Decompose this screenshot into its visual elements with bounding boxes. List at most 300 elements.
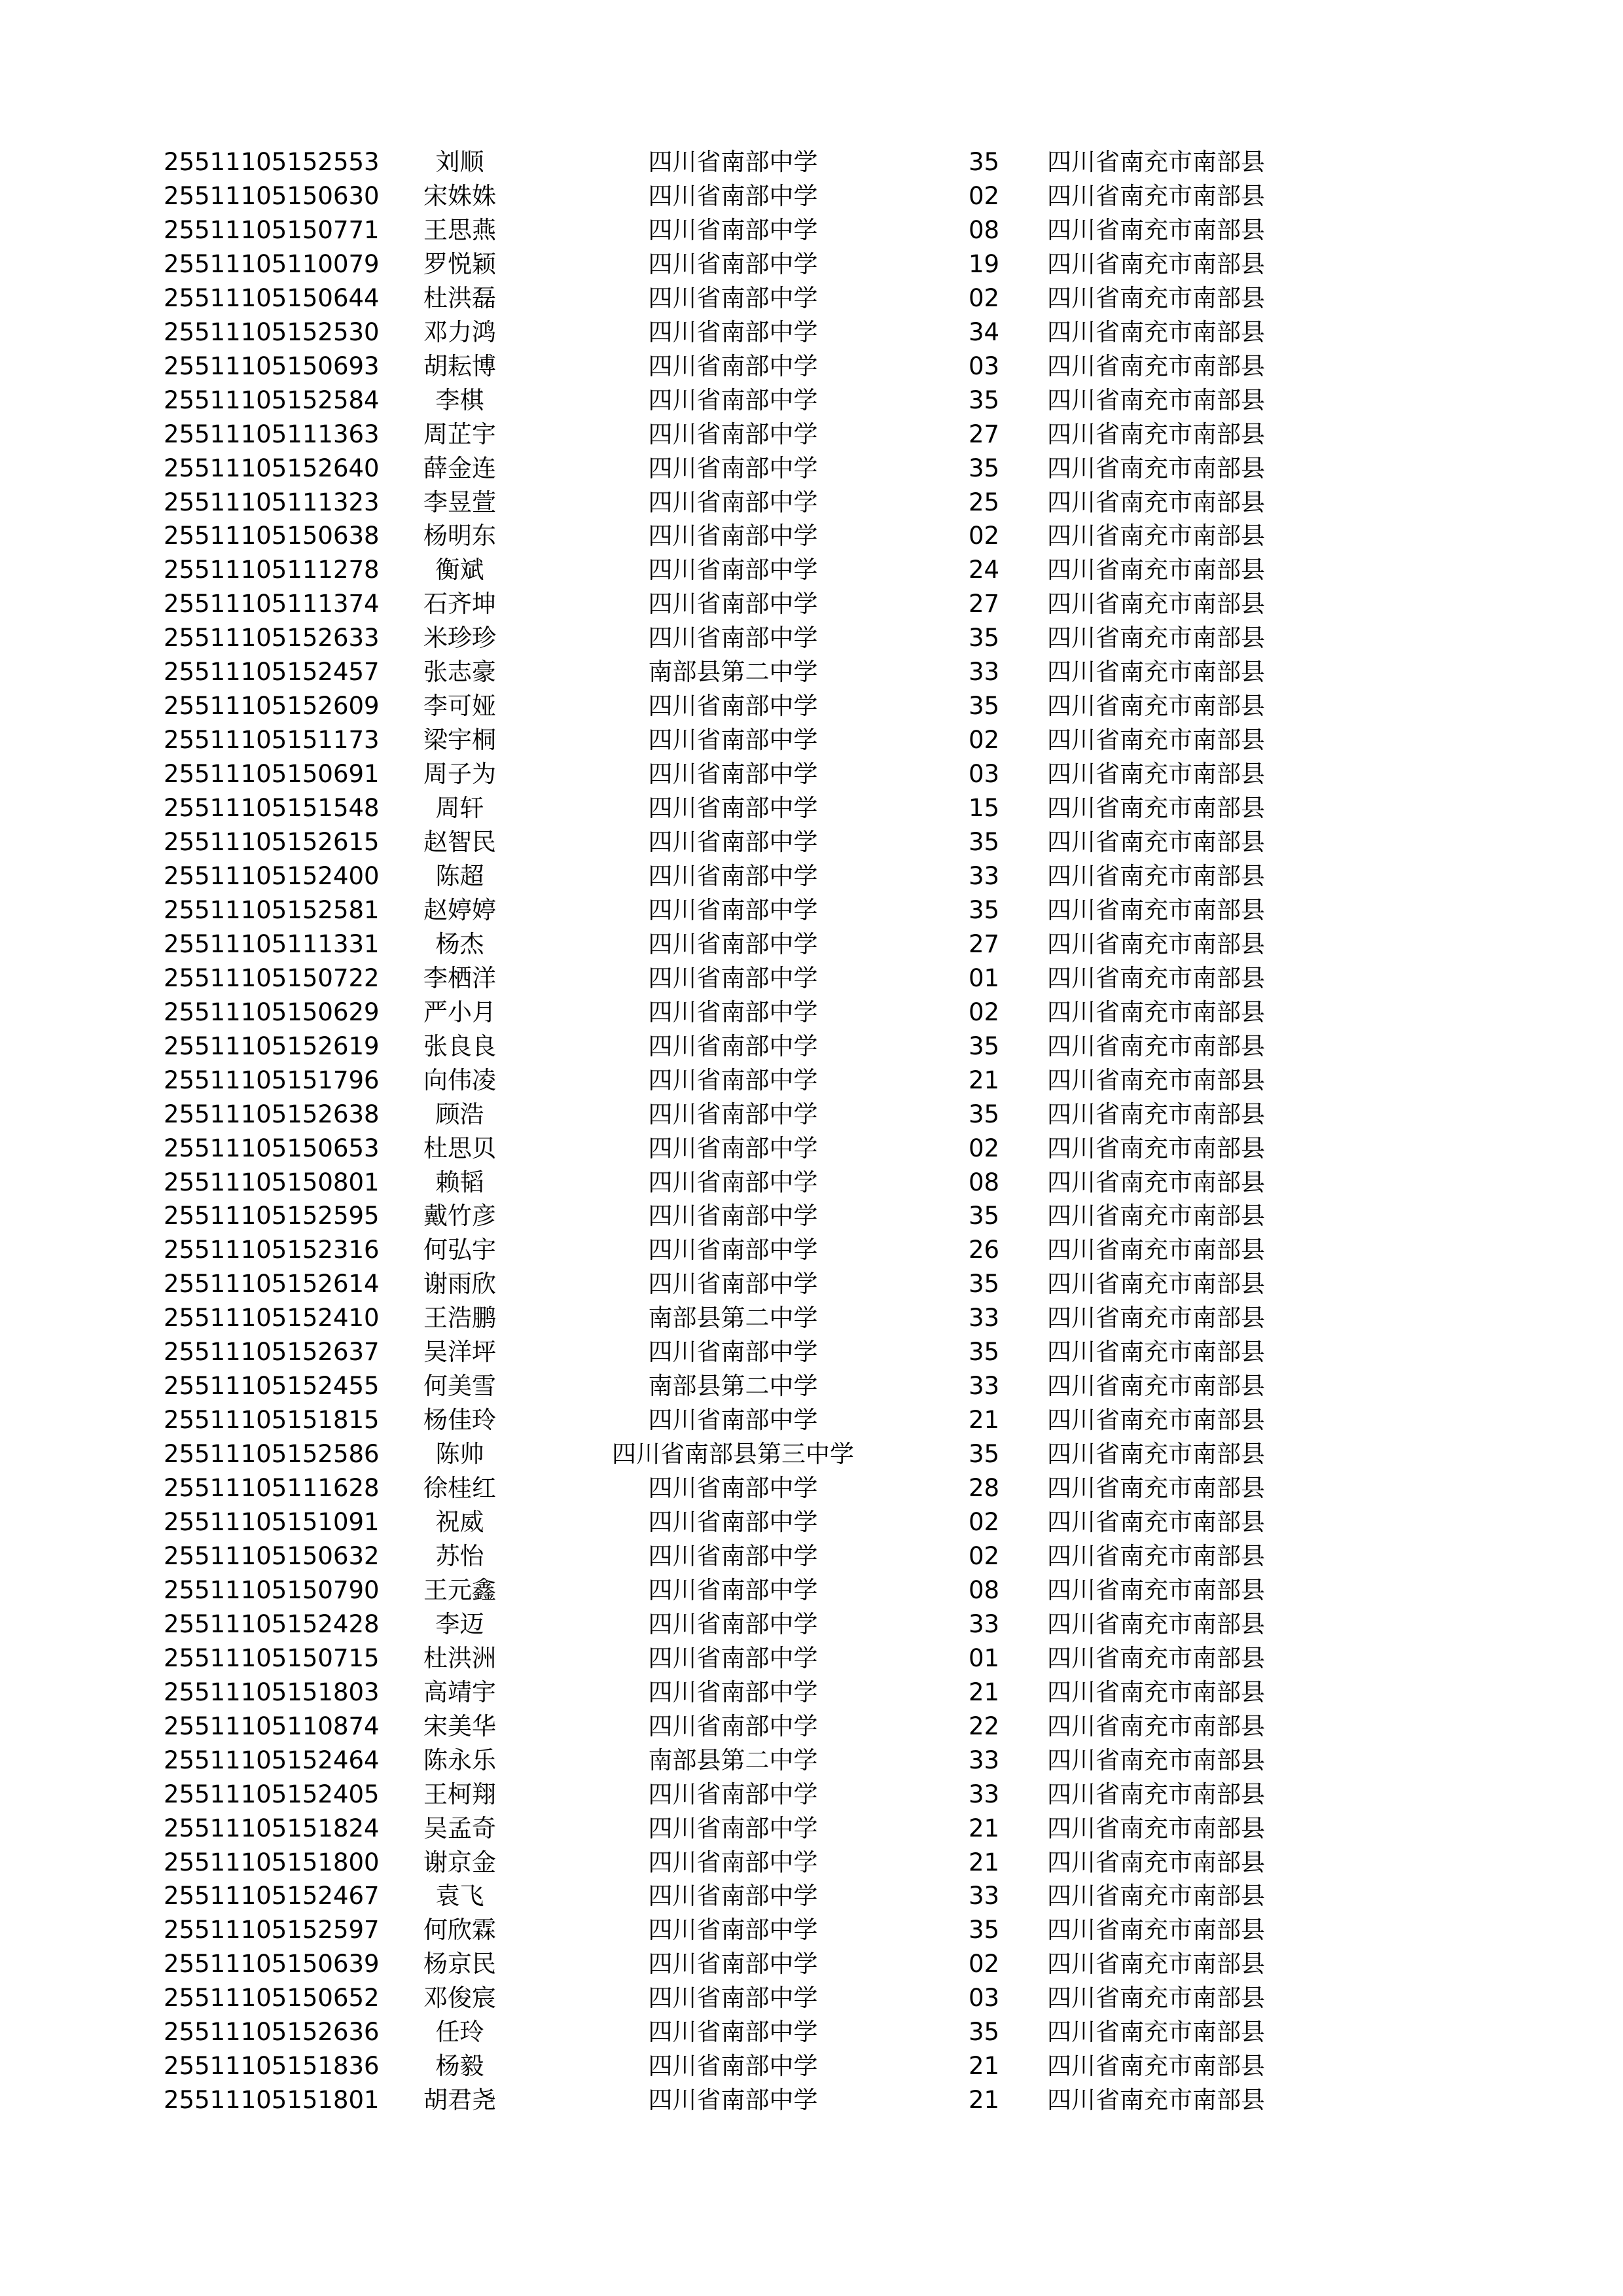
student-name: 邓俊宸 <box>423 1984 496 2013</box>
class-code: 33 <box>969 1780 1000 1808</box>
candidate-id: 25511105150652 <box>164 1984 380 2013</box>
candidate-id: 25511105111331 <box>164 929 380 958</box>
candidate-id: 25511105151836 <box>164 2052 380 2081</box>
region: 四川省南充市南部县 <box>1047 760 1265 789</box>
class-code: 08 <box>969 1168 1000 1196</box>
class-code: 33 <box>969 1609 1000 1638</box>
student-name: 陈帅 <box>435 1440 484 1469</box>
school-name: 四川省南部中学 <box>648 1508 818 1536</box>
school-name: 四川省南部中学 <box>648 760 818 789</box>
table-row <box>0 2083 1623 2117</box>
candidate-id: 25511105152316 <box>164 1236 380 1265</box>
class-code: 02 <box>969 1950 1000 1979</box>
school-name: 四川省南部中学 <box>648 692 818 721</box>
school-name: 四川省南部中学 <box>648 861 818 890</box>
region: 四川省南充市南部县 <box>1047 2052 1265 2081</box>
candidate-id: 25511105150722 <box>164 963 380 992</box>
class-code: 27 <box>969 929 1000 958</box>
region: 四川省南充市南部县 <box>1047 1677 1265 1706</box>
table-row <box>0 961 1623 996</box>
candidate-id: 25511105150644 <box>164 283 380 312</box>
candidate-id: 25511105150715 <box>164 1643 380 1672</box>
school-name: 四川省南部中学 <box>648 1643 818 1672</box>
table-row <box>0 1437 1623 1471</box>
class-code: 21 <box>969 1677 1000 1706</box>
school-name: 四川省南部中学 <box>648 283 818 312</box>
class-code: 21 <box>969 2086 1000 2115</box>
school-name: 四川省南部中学 <box>648 1066 818 1094</box>
table-row <box>0 893 1623 927</box>
table-row <box>0 996 1623 1030</box>
table-row <box>0 486 1623 520</box>
student-name: 米珍珍 <box>423 624 496 653</box>
candidate-id: 25511105152615 <box>164 828 380 856</box>
school-name: 四川省南部中学 <box>648 454 818 482</box>
school-name: 四川省南部中学 <box>648 1270 818 1299</box>
region: 四川省南充市南部县 <box>1047 963 1265 992</box>
school-name: 四川省南部中学 <box>648 1474 818 1503</box>
student-name: 徐桂红 <box>423 1474 496 1503</box>
table-row <box>0 452 1623 486</box>
student-name: 胡耘博 <box>423 351 496 380</box>
class-code: 19 <box>969 249 1000 278</box>
candidate-id: 25511105152553 <box>164 148 380 176</box>
class-code: 33 <box>969 861 1000 890</box>
region: 四川省南充市南部县 <box>1047 1134 1265 1162</box>
table-row <box>0 1539 1623 1573</box>
candidate-id: 25511105111374 <box>164 590 380 619</box>
candidate-id: 25511105152609 <box>164 692 380 721</box>
class-code: 33 <box>969 1882 1000 1910</box>
table-row <box>0 350 1623 384</box>
student-name: 宋姝姝 <box>423 181 496 210</box>
school-name: 四川省南部中学 <box>648 1168 818 1196</box>
candidate-id: 25511105111628 <box>164 1474 380 1503</box>
student-name: 邓力鸿 <box>423 317 496 346</box>
school-name: 四川省南部中学 <box>648 1882 818 1910</box>
student-name: 何欣霖 <box>423 1916 496 1945</box>
region: 四川省南充市南部县 <box>1047 658 1265 687</box>
class-code: 02 <box>969 1541 1000 1570</box>
table-row <box>0 1641 1623 1676</box>
candidate-id: 25511105151824 <box>164 1814 380 1842</box>
school-name: 四川省南部中学 <box>648 828 818 856</box>
school-name: 四川省南部中学 <box>648 929 818 958</box>
candidate-id: 25511105152405 <box>164 1780 380 1808</box>
school-name: 四川省南部中学 <box>648 1712 818 1740</box>
candidate-id: 25511105150638 <box>164 522 380 550</box>
table-row <box>0 1267 1623 1301</box>
school-name: 四川省南部中学 <box>648 1541 818 1570</box>
table-row <box>0 655 1623 689</box>
student-name: 何弘宇 <box>423 1236 496 1265</box>
table-row <box>0 1744 1623 1778</box>
table-row <box>0 1947 1623 1981</box>
region: 四川省南充市南部县 <box>1047 2018 1265 2047</box>
school-name: 四川省南部中学 <box>648 624 818 653</box>
table-row <box>0 1505 1623 1539</box>
candidate-id: 25511105152428 <box>164 1609 380 1638</box>
school-name: 四川省南部中学 <box>648 1575 818 1604</box>
class-code: 35 <box>969 895 1000 924</box>
region: 四川省南充市南部县 <box>1047 181 1265 210</box>
candidate-id: 25511105152595 <box>164 1202 380 1230</box>
table-row <box>0 757 1623 791</box>
class-code: 03 <box>969 1984 1000 2013</box>
class-code: 03 <box>969 760 1000 789</box>
student-name: 宋美华 <box>423 1712 496 1740</box>
student-name: 杨杰 <box>435 929 484 958</box>
table-row <box>0 859 1623 893</box>
candidate-id: 25511105152410 <box>164 1304 380 1333</box>
school-name: 南部县第二中学 <box>648 1372 818 1401</box>
region: 四川省南充市南部县 <box>1047 215 1265 244</box>
table-row <box>0 179 1623 213</box>
region: 四川省南充市南部县 <box>1047 997 1265 1026</box>
candidate-id: 25511105150790 <box>164 1575 380 1604</box>
region: 四川省南充市南部县 <box>1047 2086 1265 2115</box>
student-name: 何美雪 <box>423 1372 496 1401</box>
class-code: 02 <box>969 1134 1000 1162</box>
student-name: 严小月 <box>423 997 496 1026</box>
student-name: 袁飞 <box>435 1882 484 1910</box>
candidate-id: 25511105152457 <box>164 658 380 687</box>
region: 四川省南充市南部县 <box>1047 283 1265 312</box>
table-row <box>0 247 1623 281</box>
region: 四川省南充市南部县 <box>1047 692 1265 721</box>
school-name: 四川省南部中学 <box>648 556 818 584</box>
region: 四川省南充市南部县 <box>1047 895 1265 924</box>
region: 四川省南充市南部县 <box>1047 1643 1265 1672</box>
region: 四川省南充市南部县 <box>1047 1066 1265 1094</box>
table-row <box>0 281 1623 315</box>
class-code: 01 <box>969 963 1000 992</box>
class-code: 35 <box>969 454 1000 482</box>
student-name: 赵婷婷 <box>423 895 496 924</box>
school-name: 四川省南部中学 <box>648 1916 818 1945</box>
school-name: 四川省南部中学 <box>648 2086 818 2115</box>
class-code: 24 <box>969 556 1000 584</box>
class-code: 35 <box>969 1440 1000 1469</box>
region: 四川省南充市南部县 <box>1047 351 1265 380</box>
table-row <box>0 1030 1623 1064</box>
class-code: 03 <box>969 351 1000 380</box>
table-row <box>0 1778 1623 1812</box>
candidate-id: 25511105151173 <box>164 726 380 755</box>
school-name: 四川省南部中学 <box>648 1338 818 1367</box>
student-name: 吴孟奇 <box>423 1814 496 1842</box>
region: 四川省南充市南部县 <box>1047 1746 1265 1774</box>
school-name: 四川省南部中学 <box>648 317 818 346</box>
region: 四川省南充市南部县 <box>1047 522 1265 550</box>
region: 四川省南充市南部县 <box>1047 1168 1265 1196</box>
region: 四川省南充市南部县 <box>1047 1236 1265 1265</box>
candidate-id: 25511105150629 <box>164 997 380 1026</box>
class-code: 27 <box>969 420 1000 448</box>
class-code: 08 <box>969 215 1000 244</box>
school-name: 四川省南部中学 <box>648 1677 818 1706</box>
table-row <box>0 723 1623 757</box>
table-row <box>0 1913 1623 1947</box>
school-name: 四川省南部中学 <box>648 181 818 210</box>
student-name: 谢雨欣 <box>423 1270 496 1299</box>
region: 四川省南充市南部县 <box>1047 1508 1265 1536</box>
table-row <box>0 1369 1623 1403</box>
table-row <box>0 145 1623 179</box>
student-name: 杜洪洲 <box>423 1643 496 1672</box>
candidate-id: 25511105111278 <box>164 556 380 584</box>
class-code: 35 <box>969 1202 1000 1230</box>
region: 四川省南充市南部县 <box>1047 1916 1265 1945</box>
school-name: 四川省南部中学 <box>648 351 818 380</box>
school-name: 四川省南部中学 <box>648 1031 818 1060</box>
school-name: 四川省南部中学 <box>648 1100 818 1128</box>
table-row <box>0 621 1623 655</box>
region: 四川省南充市南部县 <box>1047 1372 1265 1401</box>
table-row <box>0 553 1623 587</box>
student-name: 陈永乐 <box>423 1746 496 1774</box>
class-code: 02 <box>969 1508 1000 1536</box>
region: 四川省南充市南部县 <box>1047 1609 1265 1638</box>
class-code: 33 <box>969 658 1000 687</box>
school-name: 四川省南部中学 <box>648 1134 818 1162</box>
region: 四川省南充市南部县 <box>1047 1541 1265 1570</box>
class-code: 25 <box>969 488 1000 516</box>
table-row <box>0 587 1623 621</box>
class-code: 21 <box>969 2052 1000 2081</box>
table-row <box>0 1199 1623 1233</box>
class-code: 26 <box>969 1236 1000 1265</box>
table-row <box>0 1846 1623 1880</box>
candidate-id: 25511105151815 <box>164 1406 380 1435</box>
candidate-id: 25511105150693 <box>164 351 380 380</box>
region: 四川省南充市南部县 <box>1047 1882 1265 1910</box>
candidate-id: 25511105152464 <box>164 1746 380 1774</box>
region: 四川省南充市南部县 <box>1047 454 1265 482</box>
student-name: 王柯翔 <box>423 1780 496 1808</box>
candidate-id: 25511105152400 <box>164 861 380 890</box>
class-code: 35 <box>969 1031 1000 1060</box>
region: 四川省南充市南部县 <box>1047 929 1265 958</box>
school-name: 四川省南部中学 <box>648 1202 818 1230</box>
student-name: 李昱萱 <box>423 488 496 516</box>
student-name: 赵智民 <box>423 828 496 856</box>
table-row <box>0 689 1623 723</box>
region: 四川省南充市南部县 <box>1047 1848 1265 1876</box>
candidate-id: 25511105151548 <box>164 794 380 823</box>
student-name: 杜思贝 <box>423 1134 496 1162</box>
class-code: 35 <box>969 2018 1000 2047</box>
candidate-id: 25511105152640 <box>164 454 380 482</box>
candidate-id: 25511105152467 <box>164 1882 380 1910</box>
table-row <box>0 825 1623 859</box>
class-code: 21 <box>969 1066 1000 1094</box>
table-row <box>0 1573 1623 1607</box>
region: 四川省南充市南部县 <box>1047 249 1265 278</box>
student-name: 杜洪磊 <box>423 283 496 312</box>
class-code: 35 <box>969 692 1000 721</box>
candidate-id: 25511105152584 <box>164 386 380 414</box>
school-name: 四川省南部中学 <box>648 794 818 823</box>
school-name: 四川省南部中学 <box>648 2018 818 2047</box>
school-name: 四川省南部中学 <box>648 386 818 414</box>
region: 四川省南充市南部县 <box>1047 1575 1265 1604</box>
candidate-id: 25511105150639 <box>164 1950 380 1979</box>
student-name: 刘顺 <box>435 148 484 176</box>
table-row <box>0 1471 1623 1505</box>
candidate-id: 25511105152586 <box>164 1440 380 1469</box>
candidate-id: 25511105150630 <box>164 181 380 210</box>
class-code: 21 <box>969 1406 1000 1435</box>
school-name: 四川省南部中学 <box>648 963 818 992</box>
school-name: 四川省南部中学 <box>648 420 818 448</box>
student-name: 祝威 <box>435 1508 484 1536</box>
class-code: 33 <box>969 1304 1000 1333</box>
region: 四川省南充市南部县 <box>1047 317 1265 346</box>
student-name: 戴竹彦 <box>423 1202 496 1230</box>
school-name: 四川省南部中学 <box>648 1984 818 2013</box>
table-row <box>0 791 1623 825</box>
class-code: 27 <box>969 590 1000 619</box>
student-name: 杨明东 <box>423 522 496 550</box>
student-name: 周轩 <box>435 794 484 823</box>
table-row <box>0 927 1623 961</box>
school-name: 南部县第二中学 <box>648 658 818 687</box>
student-name: 李棋 <box>435 386 484 414</box>
school-name: 四川省南部中学 <box>648 249 818 278</box>
school-name: 南部县第二中学 <box>648 1304 818 1333</box>
student-name: 张志豪 <box>423 658 496 687</box>
region: 四川省南充市南部县 <box>1047 726 1265 755</box>
school-name: 四川省南部中学 <box>648 2052 818 2081</box>
table-row <box>0 418 1623 452</box>
student-name: 周芷宇 <box>423 420 496 448</box>
school-name: 四川省南部中学 <box>648 590 818 619</box>
table-row <box>0 1676 1623 1710</box>
student-name: 罗悦颖 <box>423 249 496 278</box>
candidate-id: 25511105150653 <box>164 1134 380 1162</box>
region: 四川省南充市南部县 <box>1047 1100 1265 1128</box>
school-name: 四川省南部中学 <box>648 1609 818 1638</box>
student-name: 李可娅 <box>423 692 496 721</box>
table-row <box>0 1335 1623 1369</box>
candidate-id: 25511105152455 <box>164 1372 380 1401</box>
table-row <box>0 1879 1623 1913</box>
school-name: 四川省南部县第三中学 <box>612 1440 854 1469</box>
student-name: 吴洋坪 <box>423 1338 496 1367</box>
class-code: 02 <box>969 283 1000 312</box>
candidate-id: 25511105152530 <box>164 317 380 346</box>
candidate-id: 25511105152638 <box>164 1100 380 1128</box>
school-name: 四川省南部中学 <box>648 488 818 516</box>
class-code: 22 <box>969 1712 1000 1740</box>
class-code: 01 <box>969 1643 1000 1672</box>
region: 四川省南充市南部县 <box>1047 1202 1265 1230</box>
candidate-id: 25511105152619 <box>164 1031 380 1060</box>
class-code: 35 <box>969 624 1000 653</box>
student-name: 赖韬 <box>435 1168 484 1196</box>
class-code: 35 <box>969 1100 1000 1128</box>
table-row <box>0 384 1623 418</box>
class-code: 35 <box>969 148 1000 176</box>
class-code: 35 <box>969 828 1000 856</box>
class-code: 34 <box>969 317 1000 346</box>
table-row <box>0 1233 1623 1267</box>
candidate-id: 25511105152581 <box>164 895 380 924</box>
class-code: 21 <box>969 1848 1000 1876</box>
candidate-id: 25511105150691 <box>164 760 380 789</box>
class-code: 08 <box>969 1575 1000 1604</box>
student-name: 谢京金 <box>423 1848 496 1876</box>
region: 四川省南充市南部县 <box>1047 861 1265 890</box>
table-row <box>0 519 1623 553</box>
student-name: 张良良 <box>423 1031 496 1060</box>
candidate-id: 25511105110079 <box>164 249 380 278</box>
candidate-id: 25511105151091 <box>164 1508 380 1536</box>
school-name: 四川省南部中学 <box>648 895 818 924</box>
region: 四川省南充市南部县 <box>1047 1984 1265 2013</box>
student-name: 周子为 <box>423 760 496 789</box>
candidate-id: 25511105151801 <box>164 2086 380 2115</box>
region: 四川省南充市南部县 <box>1047 1338 1265 1367</box>
candidate-id: 25511105152637 <box>164 1338 380 1367</box>
candidate-id: 25511105152633 <box>164 624 380 653</box>
student-name: 薛金连 <box>423 454 496 482</box>
region: 四川省南充市南部县 <box>1047 488 1265 516</box>
candidate-id: 25511105151800 <box>164 1848 380 1876</box>
table-row <box>0 315 1623 350</box>
student-name: 杨毅 <box>435 2052 484 2081</box>
class-code: 15 <box>969 794 1000 823</box>
table-row <box>0 1812 1623 1846</box>
class-code: 33 <box>969 1372 1000 1401</box>
candidate-id: 25511105152614 <box>164 1270 380 1299</box>
region: 四川省南充市南部县 <box>1047 1440 1265 1469</box>
student-name: 王浩鹏 <box>423 1304 496 1333</box>
table-row <box>0 2015 1623 2049</box>
class-code: 02 <box>969 181 1000 210</box>
school-name: 南部县第二中学 <box>648 1746 818 1774</box>
school-name: 四川省南部中学 <box>648 1236 818 1265</box>
table-row <box>0 1098 1623 1132</box>
region: 四川省南充市南部县 <box>1047 794 1265 823</box>
school-name: 四川省南部中学 <box>648 1780 818 1808</box>
class-code: 02 <box>969 726 1000 755</box>
region: 四川省南充市南部县 <box>1047 1406 1265 1435</box>
region: 四川省南充市南部县 <box>1047 1780 1265 1808</box>
school-name: 四川省南部中学 <box>648 522 818 550</box>
region: 四川省南充市南部县 <box>1047 420 1265 448</box>
table-row <box>0 1403 1623 1437</box>
school-name: 四川省南部中学 <box>648 726 818 755</box>
table-row <box>0 1064 1623 1098</box>
school-name: 四川省南部中学 <box>648 215 818 244</box>
candidate-id: 25511105111363 <box>164 420 380 448</box>
student-name: 高靖宇 <box>423 1677 496 1706</box>
region: 四川省南充市南部县 <box>1047 1814 1265 1842</box>
candidate-id: 25511105110874 <box>164 1712 380 1740</box>
student-name: 顾浩 <box>435 1100 484 1128</box>
class-code: 33 <box>969 1746 1000 1774</box>
school-name: 四川省南部中学 <box>648 1950 818 1979</box>
candidate-id: 25511105150771 <box>164 215 380 244</box>
candidate-id: 25511105151796 <box>164 1066 380 1094</box>
region: 四川省南充市南部县 <box>1047 556 1265 584</box>
school-name: 四川省南部中学 <box>648 1814 818 1842</box>
region: 四川省南充市南部县 <box>1047 386 1265 414</box>
student-name: 胡君尧 <box>423 2086 496 2115</box>
class-code: 35 <box>969 386 1000 414</box>
